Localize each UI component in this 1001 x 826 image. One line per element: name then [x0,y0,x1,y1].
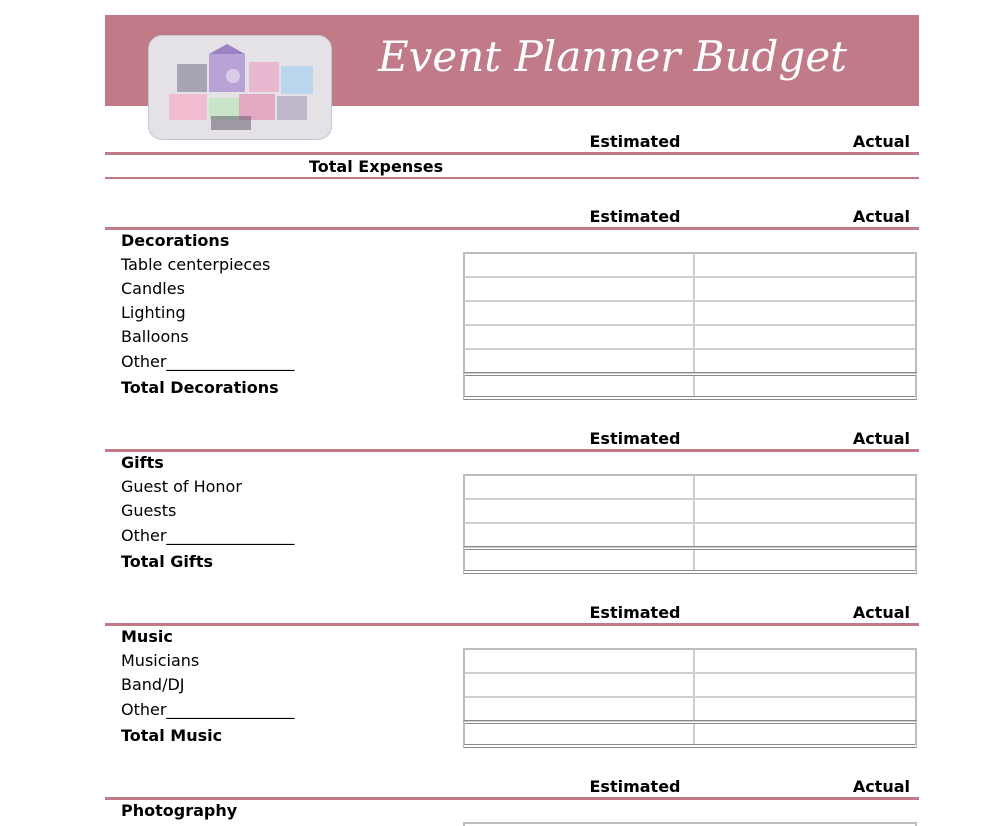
actual-cell[interactable] [695,476,915,498]
photography-rule [105,797,919,800]
summary-estimated-header: Estimated [589,132,681,151]
estimated-cell[interactable] [465,326,693,348]
music-actual-header: Actual [852,603,910,622]
summary-actual-header: Actual [852,132,910,151]
gifts-rule [105,449,919,452]
music-grid [463,648,917,722]
table-row [465,350,915,374]
gifts-heading: Gifts [121,453,164,472]
summary-total-rule [105,177,919,179]
gifts-total-label: Total Gifts [121,552,214,571]
actual-cell[interactable] [695,674,915,696]
table-row [465,302,915,326]
actual-cell[interactable] [695,524,915,546]
decorations-item: Candles [121,279,185,298]
music-rule [105,623,919,626]
actual-cell[interactable] [695,350,915,372]
party-favors-icon [149,36,331,139]
photography-heading: Photography [121,801,238,820]
music-item: Other________________ [121,700,295,719]
gifts-item: Guest of Honor [121,477,242,496]
estimated-cell[interactable] [465,500,693,522]
actual-cell[interactable] [695,650,915,672]
music-heading: Music [121,627,173,646]
photography-grid [463,822,917,826]
table-row [465,650,915,674]
music-total-cells[interactable] [463,720,917,748]
music-item: Band/DJ [121,675,185,694]
party-favors-photo [148,35,332,140]
music-estimated-header: Estimated [589,603,681,622]
photography-actual-header: Actual [852,777,910,796]
total-expenses-label: Total Expenses [309,157,444,176]
table-row [465,254,915,278]
gifts-total-cells[interactable] [463,546,917,574]
estimated-cell[interactable] [465,302,693,324]
actual-cell[interactable] [695,500,915,522]
decorations-total-cells[interactable] [463,372,917,400]
table-row [465,674,915,698]
page-title: Event Planner Budget [378,32,848,81]
table-row [465,524,915,548]
estimated-cell[interactable] [465,674,693,696]
decorations-item: Lighting [121,303,186,322]
estimated-cell[interactable] [465,476,693,498]
table-row [465,500,915,524]
actual-cell[interactable] [695,302,915,324]
gifts-actual-header: Actual [852,429,910,448]
actual-cell[interactable] [695,326,915,348]
table-row [465,476,915,500]
gifts-estimated-header: Estimated [589,429,681,448]
actual-cell[interactable] [695,254,915,276]
music-total-label: Total Music [121,726,223,745]
photography-estimated-header: Estimated [589,777,681,796]
actual-cell[interactable] [695,698,915,720]
actual-cell[interactable] [695,278,915,300]
estimated-cell[interactable] [465,650,693,672]
estimated-cell[interactable] [465,524,693,546]
decorations-item: Balloons [121,327,189,346]
gifts-grid [463,474,917,548]
decorations-item: Table centerpieces [121,255,271,274]
decorations-total-label: Total Decorations [121,378,279,397]
table-row [465,698,915,722]
estimated-cell[interactable] [465,350,693,372]
estimated-cell[interactable] [465,278,693,300]
estimated-cell[interactable] [465,698,693,720]
decorations-heading: Decorations [121,231,230,250]
estimated-cell[interactable] [465,254,693,276]
gifts-item: Other________________ [121,526,295,545]
table-row [465,278,915,302]
gifts-item: Guests [121,501,177,520]
decorations-rule [105,227,919,230]
summary-header-rule [105,152,919,155]
decorations-item: Other________________ [121,352,295,371]
decorations-actual-header: Actual [852,207,910,226]
decorations-estimated-header: Estimated [589,207,681,226]
music-item: Musicians [121,651,200,670]
table-row [465,326,915,350]
decorations-grid [463,252,917,374]
